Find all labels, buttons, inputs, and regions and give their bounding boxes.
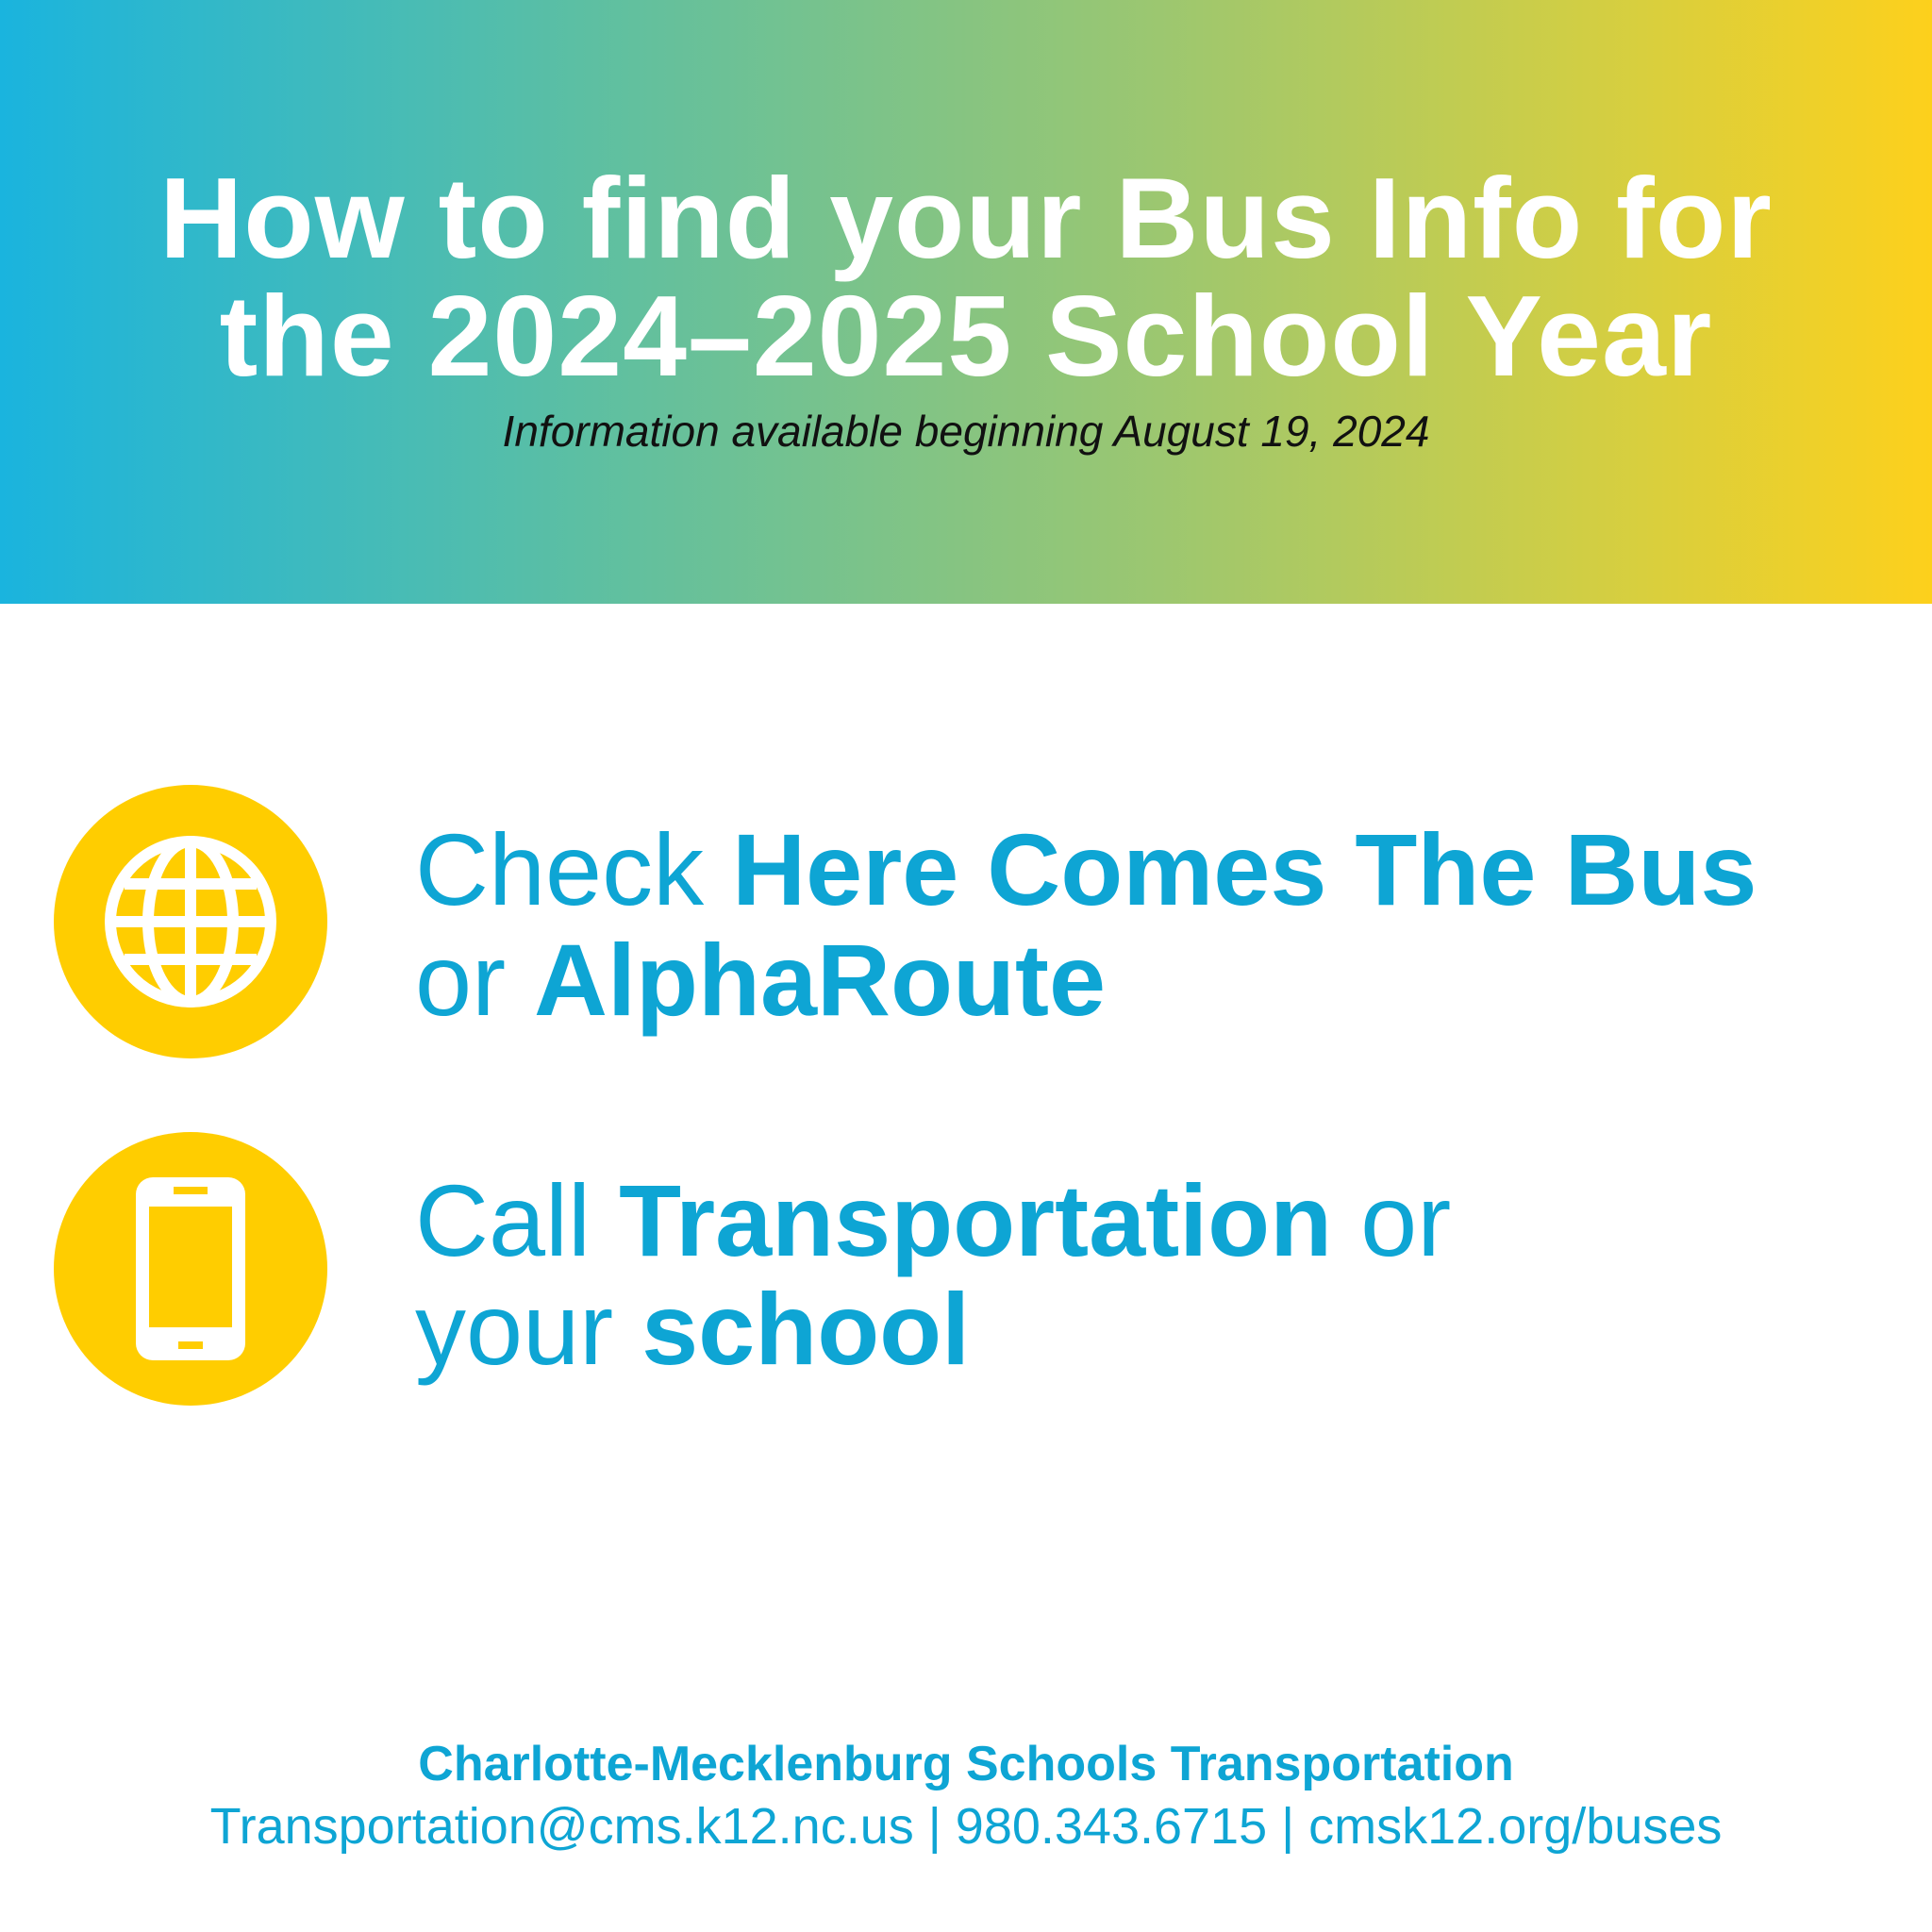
subtitle: Information available beginning August 19, 2024 (502, 407, 1430, 456)
separator: | (1267, 1798, 1309, 1855)
footer-org: Charlotte-Mecklenburg Schools Transportation (418, 1737, 1514, 1791)
smartphone-icon (54, 1132, 327, 1406)
phone-number[interactable]: 980.343.6715 (955, 1798, 1268, 1855)
transportation-label: Transportation (619, 1163, 1333, 1277)
email-link[interactable]: Transportation@cms.k12.nc.us (209, 1798, 914, 1855)
school-label: school (641, 1272, 971, 1386)
text: Call (415, 1163, 620, 1277)
here-comes-the-bus-label: Here Comes The Bus (732, 812, 1757, 926)
website-link[interactable]: cmsk12.org/buses (1308, 1798, 1723, 1855)
footer-contact (0, 1797, 1932, 1856)
text: or (415, 923, 535, 1037)
text: or (1332, 1163, 1452, 1277)
item-call-line2 (415, 1272, 971, 1386)
text: Check (415, 812, 733, 926)
header-banner (0, 0, 1932, 604)
item-call-line1 (415, 1163, 1452, 1277)
alpharoute-label: AlphaRoute (534, 923, 1107, 1037)
page-title-line1: How to find your Bus Info for (159, 154, 1773, 282)
globe-icon (54, 785, 327, 1058)
item-website-line1 (415, 812, 1757, 926)
page-title-line2: the 2024–2025 School Year (219, 272, 1713, 400)
separator: | (913, 1798, 956, 1855)
text: your (415, 1272, 642, 1386)
item-website-line2 (415, 923, 1107, 1037)
